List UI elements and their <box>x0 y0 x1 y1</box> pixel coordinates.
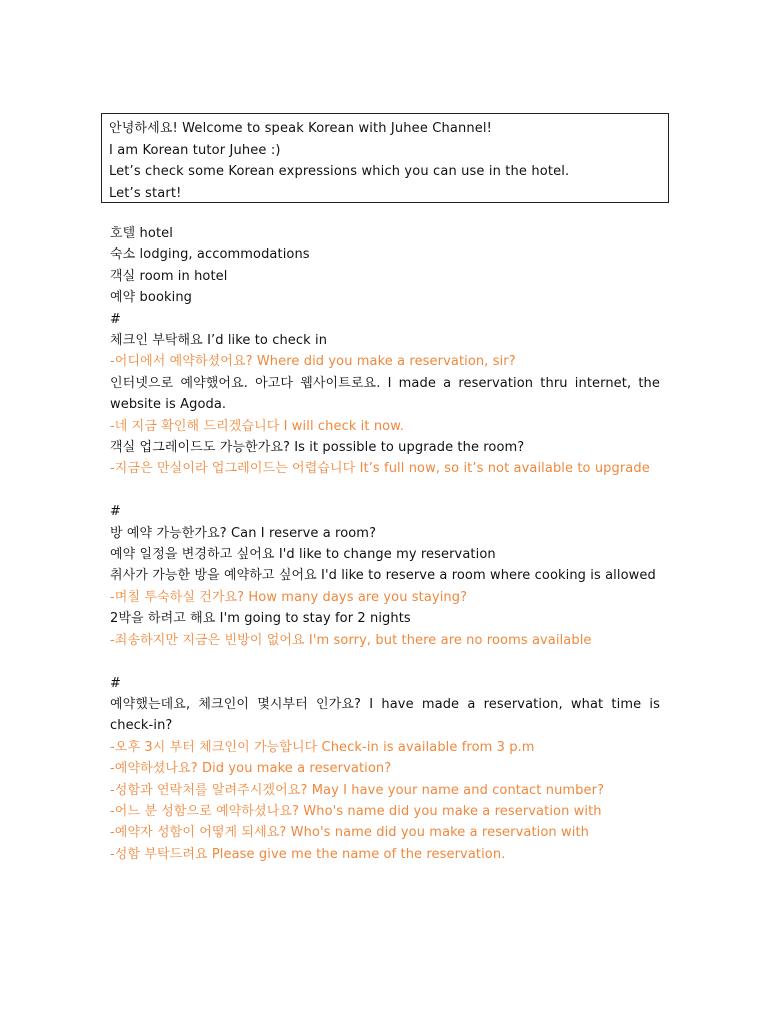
blank-line <box>110 480 660 501</box>
intro-start: Let’s start! <box>109 185 182 201</box>
response-line: -지금은 만실이라 업그레이드는 어렵습니다 It’s full now, so it’s not available to upgrade <box>110 461 650 477</box>
expression-list <box>110 223 660 865</box>
expression-line: 취사가 가능한 방을 예약하고 싶어요 I'd like to reserve a room where cooking is allowed <box>110 568 656 584</box>
response-line: -어느 분 성함으로 예약하셨나요? Who's name did you make a reservation with <box>110 803 602 819</box>
expression-line: 호텔 hotel <box>110 226 173 241</box>
response-line: -오후 3시 부터 체크인이 가능합니다 Check-in is available from 3 p.m <box>110 739 535 755</box>
response-line: -예약자 성함이 어떻게 되세요? Who's name did you make a reservation with <box>110 825 589 841</box>
response-line: -네 지금 확인해 드리겠습니다 I will check it now. <box>110 418 404 434</box>
expression-line: 객실 room in hotel <box>110 268 228 284</box>
expression-line: 예약 booking <box>110 290 193 306</box>
intro-greeting: 안녕하세요! Welcome to speak Korean with Juhee Channel! <box>109 121 493 136</box>
response-line: -예약하셨나요? Did you make a reservation? <box>110 761 392 777</box>
intro-description: Let’s check some Korean expressions which you can use in the hotel. <box>109 164 570 179</box>
response-line: -성함 부탁드려요 Please give me the name of the reservation. <box>110 846 506 862</box>
response-line: -며칠 투숙하실 건가요? How many days are you staying? <box>110 589 468 605</box>
blank-line <box>110 651 660 672</box>
section-marker: # <box>110 311 121 327</box>
response-line: -성함과 연락처를 알려주시겠어요? May I have your name and contact number? <box>110 782 605 798</box>
expression-line: 방 예약 가능한가요? Can I reserve a room? <box>110 525 377 541</box>
expression-line: 2박을 하려고 해요 I'm going to stay for 2 nights <box>110 611 411 627</box>
expression-line: 예약했는데요, 체크인이 몇시부터 인가요? I have made a reservation, what time is check-in? <box>110 696 660 734</box>
section-marker: # <box>110 675 121 691</box>
expression-line: 객실 업그레이드도 가능한가요? Is it possible to upgrade the room? <box>110 440 525 456</box>
intro-box <box>101 113 669 203</box>
expression-line: 인터넷으로 예약했어요. 아고다 웹사이트로요. I made a reservation thru internet, the website is Agoda. <box>110 375 660 413</box>
intro-tutor: I am Korean tutor Juhee :) <box>109 142 281 158</box>
expression-line: 예약 일정을 변경하고 싶어요 I'd like to change my reservation <box>110 547 496 563</box>
expression-line: 체크인 부탁해요 I’d like to check in <box>110 333 328 349</box>
section-marker: # <box>110 504 121 520</box>
response-line: -어디에서 예약하셨어요? Where did you make a reservation, sir? <box>110 354 516 370</box>
response-line: -죄송하지만 지금은 빈방이 없어요 I'm sorry, but there are no rooms available <box>110 632 592 648</box>
expression-line: 숙소 lodging, accommodations <box>110 247 310 263</box>
